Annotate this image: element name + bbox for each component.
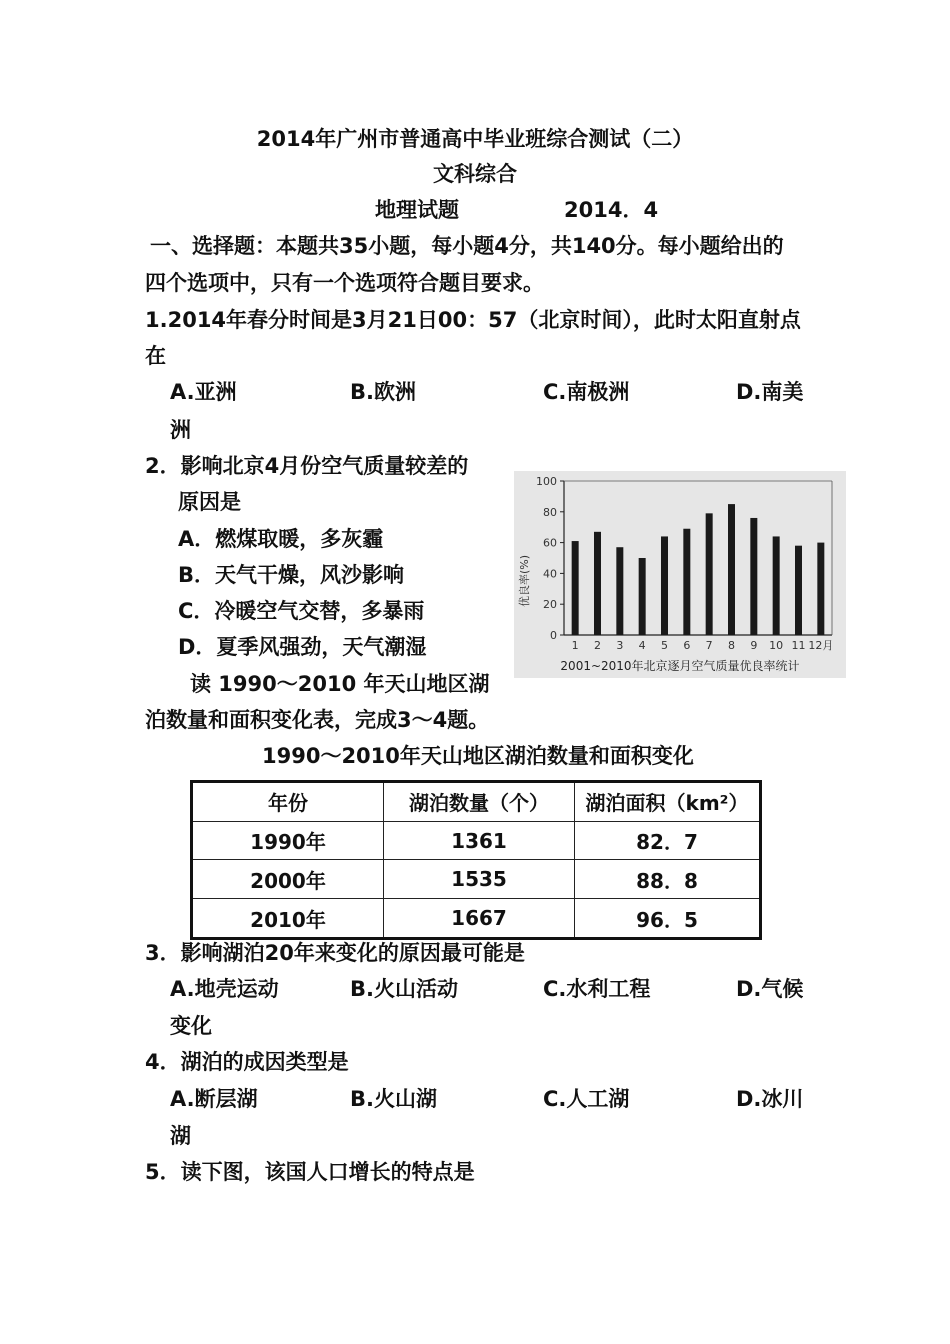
q1-option-a: A.亚洲 <box>170 380 237 404</box>
q2-stem: 2．影响北京4月份空气质量较差的 <box>145 454 469 478</box>
chart-y-tick-label: 40 <box>543 567 557 581</box>
q1-option-d-cont: 洲 <box>170 418 191 442</box>
chart-x-tick-label: 12月 <box>808 639 834 652</box>
air-quality-chart <box>514 471 846 678</box>
table-title: 1990～2010年天山地区湖泊数量和面积变化 <box>262 744 694 768</box>
chart-caption: 2001~2010年北京逐月空气质量优良率统计 <box>560 659 800 673</box>
q4-option-c: C.人工湖 <box>543 1087 630 1111</box>
chart-bar <box>661 536 668 635</box>
q2-option-c: C．冷暖空气交替，多暴雨 <box>178 599 425 623</box>
q3-option-d-cont: 变化 <box>170 1014 212 1038</box>
q5-stem: 5．读下图，该国人口增长的特点是 <box>145 1160 475 1184</box>
table-row <box>192 899 761 939</box>
chart-bar <box>706 513 713 635</box>
chart-x-tick-label: 1 <box>571 639 579 652</box>
chart-x-tick-label: 6 <box>683 639 691 652</box>
chart-bar <box>683 529 690 635</box>
chart-bar <box>750 518 757 635</box>
chart-x-tick-label: 7 <box>705 639 713 652</box>
exam-subtitle: 文科综合 <box>433 162 517 186</box>
q2-option-d: D．夏季风强劲，天气潮湿 <box>178 635 427 659</box>
chart-y-tick-label: 0 <box>550 629 557 642</box>
chart-x-tick-label: 8 <box>728 639 735 652</box>
q2-option-a: A．燃煤取暖，多灰霾 <box>178 527 384 551</box>
q1-option-c: C.南极洲 <box>543 380 630 404</box>
exam-title: 2014年广州市普通高中毕业班综合测试（二） <box>256 127 694 151</box>
table-cell: 1990年 <box>192 821 384 860</box>
instructions-line-1: 一、选择题：本题共35小题，每小题4分，共140分。每小题给出的 <box>150 234 784 258</box>
q1-stem: 1.2014年春分时间是3月21日00：57（北京时间），此时太阳直射点 <box>145 308 801 332</box>
table-cell: 1535 <box>384 860 575 899</box>
q3-option-d: D.气候 <box>736 977 804 1001</box>
q4-option-d: D.冰川 <box>736 1087 804 1111</box>
table-cell: 2010年 <box>192 899 384 939</box>
chart-bar <box>639 558 646 635</box>
table-row <box>192 860 761 899</box>
q4-option-a: A.断层湖 <box>170 1087 258 1111</box>
table-cell: 1667 <box>384 899 575 939</box>
q4-option-b: B.火山湖 <box>350 1087 437 1111</box>
table-header-cell: 年份 <box>192 782 384 822</box>
q4-option-d-cont: 湖 <box>170 1124 191 1148</box>
q4-stem: 4．湖泊的成因类型是 <box>145 1050 349 1074</box>
chart-y-tick-label: 80 <box>543 505 557 519</box>
chart-bar <box>795 546 802 635</box>
q3-option-a: A.地壳运动 <box>170 977 279 1001</box>
read-prompt-line-2: 泊数量和面积变化表，完成3～4题。 <box>145 708 490 732</box>
chart-x-tick-label: 9 <box>750 639 758 652</box>
table-cell: 96．5 <box>575 899 761 939</box>
q3-stem: 3．影响湖泊20年来变化的原因最可能是 <box>145 941 525 965</box>
chart-bar <box>572 541 579 635</box>
q1-option-b: B.欧洲 <box>350 380 416 404</box>
chart-x-tick-label: 5 <box>661 639 668 652</box>
chart-bar <box>728 504 735 635</box>
q2-option-b: B．天气干燥，风沙影响 <box>178 563 405 587</box>
chart-x-tick-label: 10 <box>769 639 784 652</box>
q3-option-c: C.水利工程 <box>543 977 651 1001</box>
chart-ylabel: 优良率(%) <box>518 554 531 608</box>
chart-x-tick-label: 2 <box>594 639 601 652</box>
table-header-row <box>192 782 761 822</box>
table-header-cell: 湖泊数量（个） <box>384 782 575 822</box>
chart-bar <box>773 536 780 635</box>
q1-stem-cont: 在 <box>145 344 166 368</box>
chart-bar <box>817 543 824 635</box>
read-prompt-line-1: 读 1990～2010 年天山地区湖 <box>190 672 490 696</box>
table-cell: 88．8 <box>575 860 761 899</box>
q3-option-b: B.火山活动 <box>350 977 458 1001</box>
chart-bar <box>594 532 601 635</box>
chart-x-tick-label: 11 <box>791 639 806 652</box>
table-cell: 2000年 <box>192 860 384 899</box>
exam-date: 2014．4 <box>564 198 659 222</box>
lake-table <box>190 780 762 940</box>
table-header-cell: 湖泊面积（km²） <box>575 782 761 822</box>
instructions-line-2: 四个选项中，只有一个选项符合题目要求。 <box>145 271 544 295</box>
bar-chart-svg <box>514 471 846 678</box>
table-row <box>192 821 761 860</box>
chart-y-tick-label: 60 <box>543 536 557 550</box>
chart-bar <box>616 547 623 635</box>
chart-x-tick-label: 3 <box>616 639 624 652</box>
chart-y-tick-label: 100 <box>536 475 557 488</box>
chart-y-tick-label: 20 <box>543 598 557 612</box>
table-cell: 82．7 <box>575 821 761 860</box>
table-cell: 1361 <box>384 821 575 860</box>
chart-x-tick-label: 4 <box>638 639 646 652</box>
q1-option-d: D.南美 <box>736 380 804 404</box>
q2-stem-cont: 原因是 <box>178 490 241 514</box>
section-title: 地理试题 <box>375 198 459 222</box>
